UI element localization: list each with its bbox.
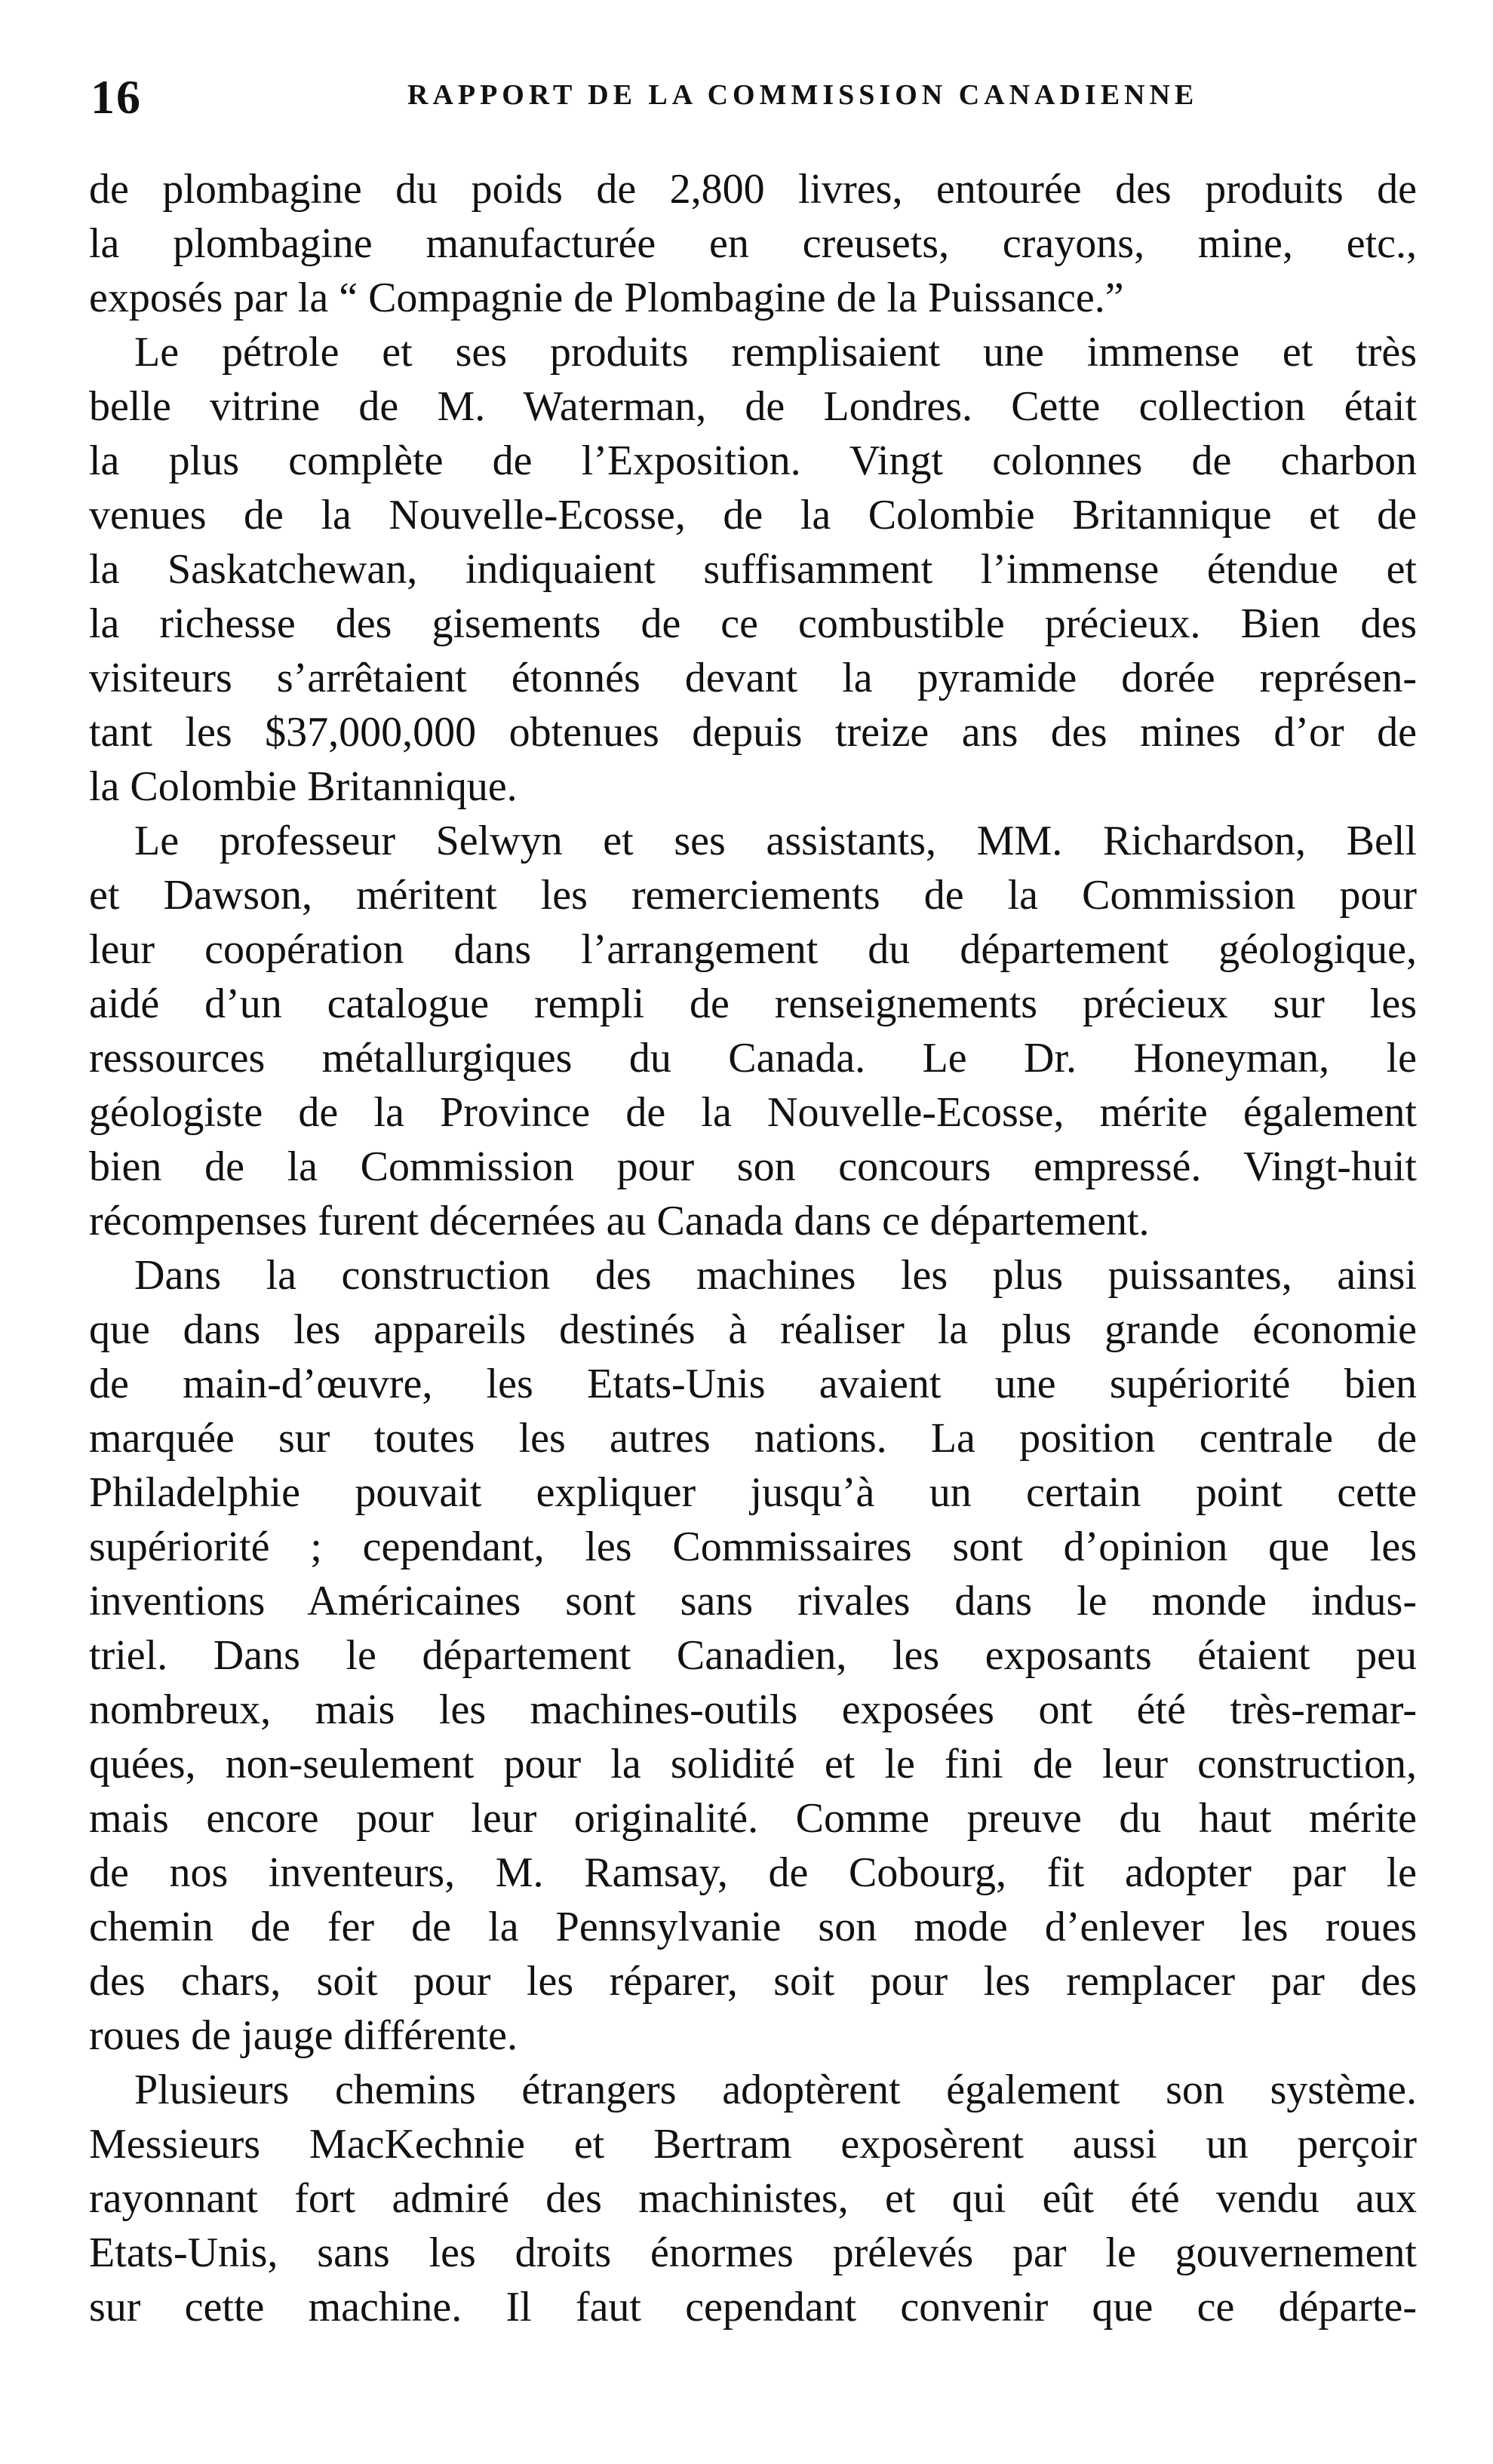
text-line: venues de la Nouvelle-Ecosse, de la Colombie Britannique et de [89, 492, 1417, 539]
running-head: RAPPORT DE LA COMMISSION CANADIENNE [407, 79, 1199, 111]
text-line: triel. Dans le département Canadien, les exposants étaient peu [89, 1632, 1417, 1679]
text-line: la plus complète de l’Exposition. Vingt colonnes de charbon [89, 437, 1417, 484]
text-line: nombreux, mais les machines-outils exposées ont été très-remar- [89, 1686, 1417, 1733]
text-line: quées, non-seulement pour la solidité et le fini de leur construction, [89, 1741, 1417, 1787]
text-line: bien de la Commission pour son concours empressé. Vingt-huit [89, 1143, 1417, 1190]
text-line: Le professeur Selwyn et ses assistants, MM. Richardson, Bell [134, 818, 1417, 864]
text-line: Dans la construction des machines les plus puissantes, ainsi [134, 1252, 1417, 1299]
text-line: exposés par la “ Compagnie de Plombagine de la Puissance.” [89, 275, 1124, 321]
text-line: marquée sur toutes les autres nations. La position centrale de [89, 1415, 1417, 1462]
text-line: et Dawson, méritent les remerciements de la Commission pour [89, 872, 1417, 919]
text-line: la plombagine manufacturée en creusets, crayons, mine, etc., [89, 220, 1417, 267]
text-line: la Saskatchewan, indiquaient suffisamment l’immense étendue et [89, 546, 1417, 593]
text-line: de nos inventeurs, M. Ramsay, de Cobourg, fit adopter par le [89, 1849, 1417, 1896]
text-line: la Colombie Britannique. [89, 763, 518, 810]
text-line: que dans les appareils destinés à réaliser la plus grande économie [89, 1306, 1417, 1353]
text-line: visiteurs s’arrêtaient étonnés devant la pyramide dorée représen- [89, 655, 1417, 701]
text-line: sur cette machine. Il faut cependant convenir que ce départe- [89, 2284, 1417, 2331]
text-line: mais encore pour leur originalité. Comme preuve du haut mérite [89, 1795, 1417, 1842]
text-line: Le pétrole et ses produits remplisaient une immense et très [134, 329, 1417, 376]
text-line: ressources métallurgiques du Canada. Le Dr. Honeyman, le [89, 1035, 1417, 1082]
text-line: chemin de fer de la Pennsylvanie son mode d’enlever les roues [89, 1904, 1417, 1950]
text-line: des chars, soit pour les réparer, soit pour les remplacer par des [89, 1958, 1417, 2005]
text-line: géologiste de la Province de la Nouvelle-Ecosse, mérite également [89, 1089, 1417, 1136]
text-line: inventions Américaines sont sans rivales dans le monde indus- [89, 1578, 1417, 1625]
text-line: Etats-Unis, sans les droits énormes prélevés par le gouvernement [89, 2229, 1417, 2276]
text-line: récompenses furent décernées au Canada dans ce département. [89, 1198, 1150, 1244]
text-line: Plusieurs chemins étrangers adoptèrent également son système. [134, 2067, 1417, 2113]
text-line: leur coopération dans l’arrangement du département géologique, [89, 926, 1417, 973]
text-line: belle vitrine de M. Waterman, de Londres. Cette collection était [89, 383, 1417, 430]
page-header [91, 69, 1418, 130]
text-line: supériorité ; cependant, les Commissaires sont d’opinion que les [89, 1524, 1417, 1570]
body-text [89, 162, 1417, 2334]
text-line: de main-d’œuvre, les Etats-Unis avaient une supériorité bien [89, 1361, 1417, 1407]
text-line: la richesse des gisements de ce combustible précieux. Bien des [89, 600, 1417, 647]
page-number: 16 [91, 70, 142, 124]
text-line: Philadelphie pouvait expliquer jusqu’à un certain point cette [89, 1469, 1417, 1516]
text-line: roues de jauge différente. [89, 2012, 518, 2059]
text-line: rayonnant fort admiré des machinistes, et qui eût été vendu aux [89, 2175, 1417, 2222]
text-line: aidé d’un catalogue rempli de renseignements précieux sur les [89, 980, 1417, 1027]
text-line: Messieurs MacKechnie et Bertram exposèrent aussi un perçoir [89, 2121, 1417, 2168]
text-line: de plombagine du poids de 2,800 livres, entourée des produits de [89, 166, 1417, 213]
text-line: tant les $37,000,000 obtenues depuis treize ans des mines d’or de [89, 709, 1417, 756]
